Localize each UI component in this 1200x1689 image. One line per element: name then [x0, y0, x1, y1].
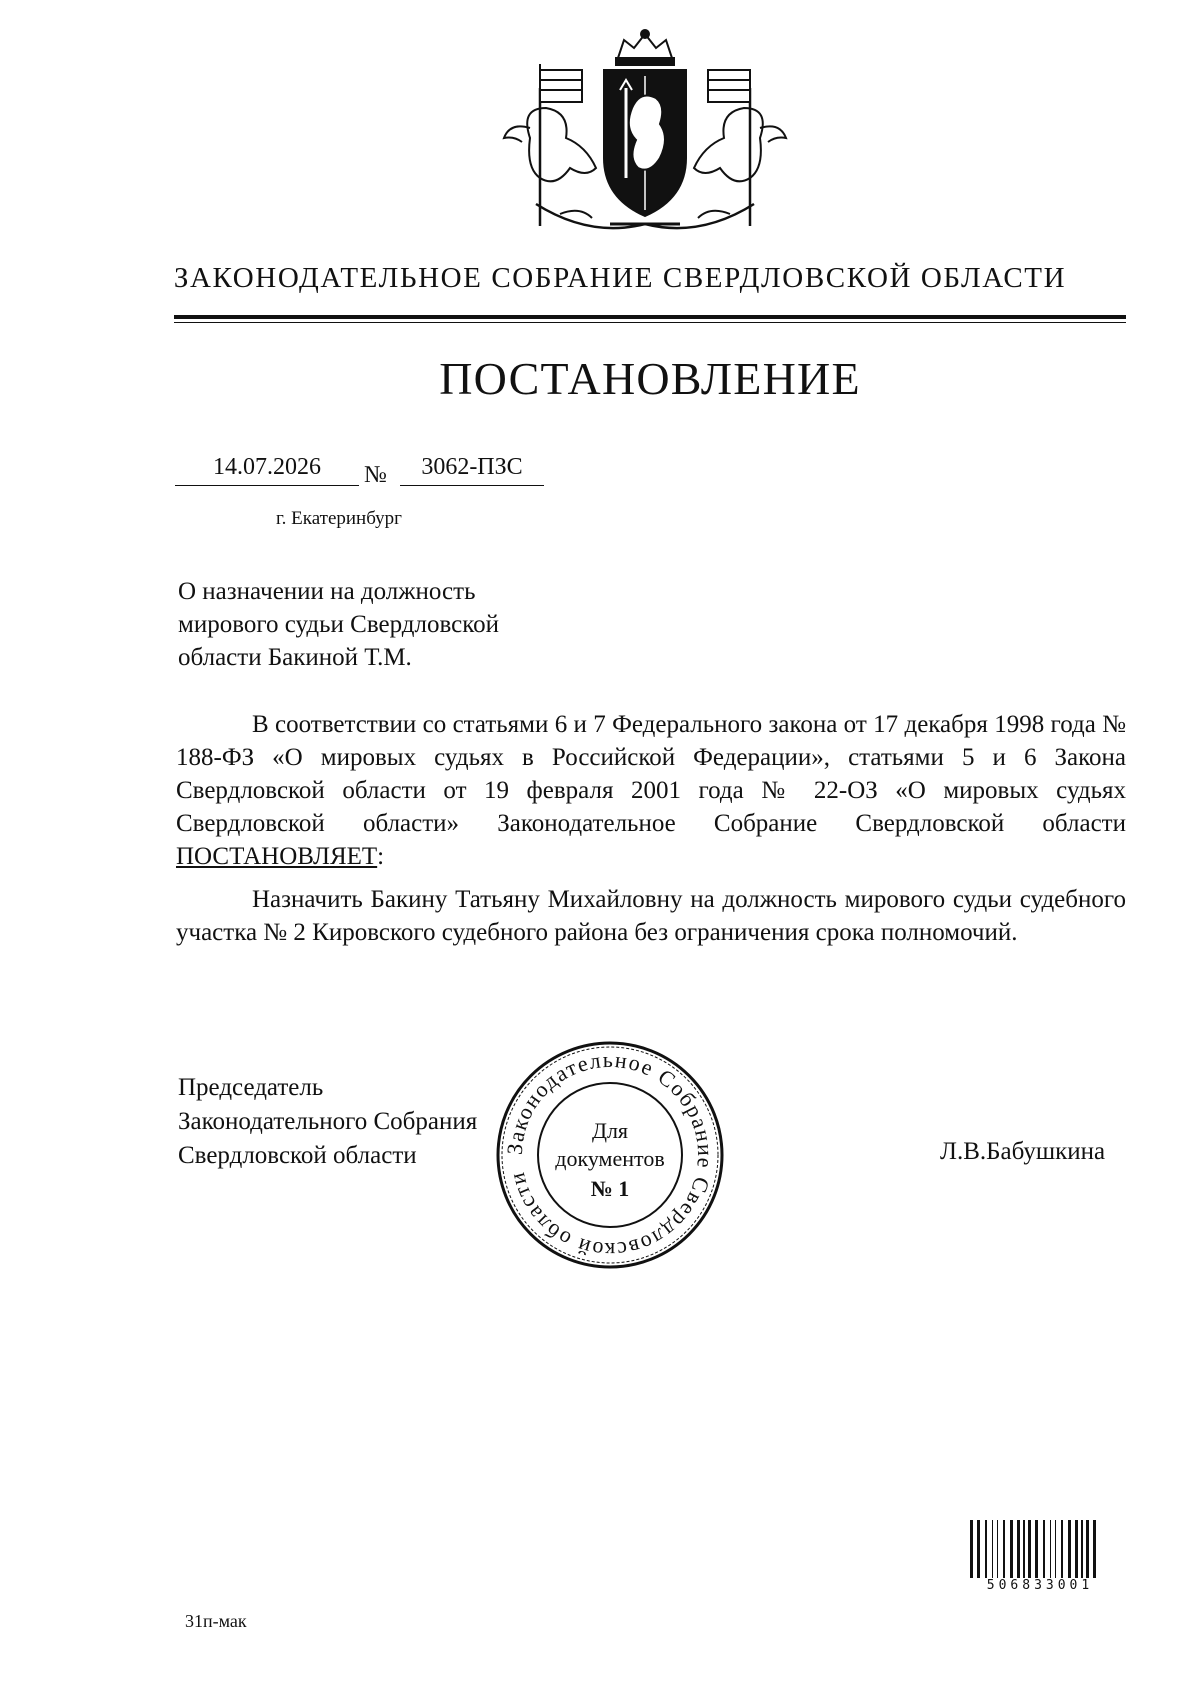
- stamp-center-line: документов: [555, 1146, 665, 1171]
- resolves-keyword: ПОСТАНОВЛЯЕТ: [176, 843, 378, 870]
- official-stamp: [492, 1040, 728, 1270]
- barcode-bar: [1010, 1520, 1013, 1578]
- barcode-bar: [1043, 1520, 1045, 1578]
- barcode-bar: [1055, 1520, 1056, 1578]
- barcode-bar: [1050, 1520, 1051, 1578]
- document-number: 3062-ПЗС: [400, 454, 544, 486]
- preamble-colon: :: [377, 843, 385, 870]
- document-type-heading: ПОСТАНОВЛЕНИЕ: [439, 353, 861, 404]
- organization-title: ЗАКОНОДАТЕЛЬНОЕ СОБРАНИЕ СВЕРДЛОВСКОЙ ОБЛАСТИ: [173, 262, 1067, 294]
- barcode-bar: [1003, 1520, 1005, 1578]
- signatory-position: [178, 1071, 477, 1173]
- barcode-bar: [1075, 1520, 1078, 1578]
- barcode-bar: [1093, 1520, 1096, 1578]
- barcode-bar: [977, 1520, 980, 1578]
- header-divider-thick: [174, 315, 1126, 319]
- preamble-paragraph: [176, 708, 1126, 873]
- barcode-digits: 506833001: [986, 1578, 1094, 1593]
- position-line: Законодательного Собрания: [178, 1108, 478, 1135]
- number-sign: №: [364, 462, 387, 488]
- subject-line: мирового судьи Свердловской: [178, 611, 499, 638]
- barcode-bar: [1061, 1520, 1063, 1578]
- position-line: Председатель: [178, 1074, 324, 1101]
- barcode-bar: [985, 1520, 987, 1578]
- stamp-center-line: Для: [591, 1118, 629, 1143]
- barcode-bar: [997, 1520, 998, 1578]
- barcode-bar: [1035, 1520, 1038, 1578]
- barcode-bar: [1068, 1520, 1071, 1578]
- subject-line: О назначении на должность: [178, 578, 476, 605]
- barcode-bar: [970, 1520, 973, 1578]
- barcode-bar: [1023, 1520, 1025, 1578]
- stamp-ring-text: Законодательное Собрание Свердловской области: [501, 1046, 719, 1264]
- issue-city: г. Екатеринбург: [276, 508, 402, 529]
- position-line: Свердловской области: [178, 1142, 417, 1169]
- barcode-bar: [992, 1520, 993, 1578]
- resolution-paragraph: Назначить Бакину Татьяну Михайловну на должность мирового судьи судебного участка № 2 Кировского судебного района без ограничения срока полномочий.: [176, 886, 1126, 946]
- sverdlovsk-coat-of-arms-icon: [500, 28, 790, 240]
- header-divider-thin: [174, 322, 1126, 323]
- barcode-bar: [1081, 1520, 1083, 1578]
- subject-line: области Бакиной Т.М.: [178, 644, 412, 671]
- barcode-bar: [1028, 1520, 1031, 1578]
- coat-of-arms-emblem: [500, 28, 790, 240]
- document-date: 14.07.2026: [175, 454, 359, 486]
- preamble-text: В соответствии со статьями 6 и 7 Федерального закона от 17 декабря 1998 года № 188-ФЗ «О мировых судьях в Российской Федерации», статьями 5 и 6 Закона Свердловской области от 19 февраля 2001 года № 22-ОЗ «О мировых судьях Свердловской области» Законодательное Собрание Свердловской области: [176, 711, 1126, 837]
- barcode-bar: [1017, 1520, 1020, 1578]
- signatory-name: Л.В.Бабушкина: [940, 1138, 1106, 1165]
- document-barcode: [968, 1520, 1112, 1578]
- stamp-center-line: № 1: [590, 1176, 630, 1201]
- barcode-bar: [1086, 1520, 1089, 1578]
- document-subject: [178, 575, 598, 674]
- footer-code: 31п-мак: [185, 1611, 247, 1631]
